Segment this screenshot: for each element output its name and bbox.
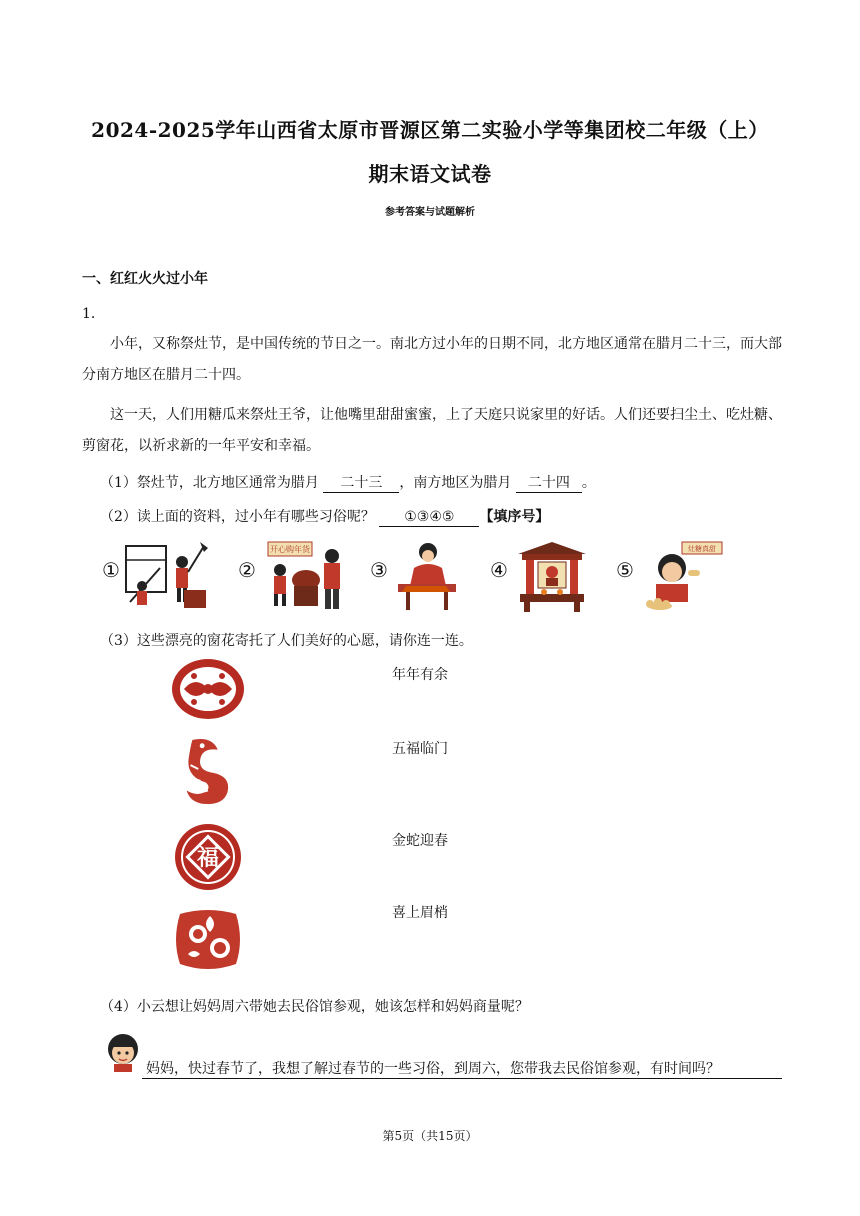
- exam-title-line1: 2024-2025学年山西省太原市晋源区第二实验小学等集团校二年级（上）: [91, 118, 769, 142]
- eating-candy-icon: [638, 540, 724, 612]
- passage-paragraph-2: 这一天，人们用糖瓜来祭灶王爷，让他嘴里甜甜蜜蜜，上了天庭只说家里的好话。人们还要扫尘土、吃灶糖、剪窗花，以祈求新的一年平安和幸福。: [82, 407, 782, 454]
- picture-number-1: ①: [102, 558, 120, 582]
- passage-paragraph-1: 小年，又称祭灶节，是中国传统的节日之一。南北方过小年的日期不同，北方地区通常在腊月二十三，而大部分南方地区在腊月二十四。: [82, 336, 782, 383]
- wish-label-4: 喜上眉梢: [392, 905, 448, 921]
- answer-blank-3: ①③④⑤: [379, 509, 479, 527]
- picture-number-2: ②: [238, 558, 256, 582]
- wish-label-1: 年年有余: [392, 667, 448, 683]
- section-heading: 一、红红火火过小年: [82, 271, 208, 287]
- picture-5-sign: 灶糖真甜: [688, 545, 716, 553]
- subquestion-3: （3）这些漂亮的窗花寄托了人们美好的心愿，请你连一连。: [100, 633, 473, 649]
- subquestion-2: （2）读上面的资料，过小年有哪些习俗呢？ ①③④⑤ 【填序号】: [100, 509, 550, 525]
- picture-number-4: ④: [490, 558, 508, 582]
- wish-label-3: 金蛇迎春: [392, 833, 448, 849]
- fu-papercut-icon: [170, 822, 246, 892]
- picture-number-5: ⑤: [616, 558, 634, 582]
- fish-papercut-icon: [170, 654, 246, 724]
- dialogue-answer: [100, 1032, 790, 1080]
- wish-label-2: 五福临门: [392, 741, 448, 757]
- picture-2-sign: 开心购年货: [270, 545, 310, 554]
- answer-key-subtitle: 参考答案与试题解析: [385, 207, 475, 218]
- custom-pictures-row: [100, 540, 740, 614]
- answer-blank-2: 二十四: [516, 475, 582, 493]
- sweeping-dust-icon: [124, 540, 212, 612]
- answer-line-4: 妈妈，快过春节了，我想了解过春节的一些习俗，到周六，您带我去民俗馆参观，有时间吗？: [142, 1060, 782, 1079]
- question-number: 1．: [82, 306, 105, 322]
- making-food-icon: [260, 540, 356, 612]
- answer-blank-1: 二十三: [323, 475, 399, 493]
- subquestion-4: （4）小云想让妈妈周六带她去民俗馆参观，她该怎样和妈妈商量呢？: [100, 999, 529, 1015]
- page-footer: 第5页（共15页）: [382, 1129, 478, 1143]
- magpie-papercut-icon: [170, 904, 246, 974]
- exam-title-line2: 期末语文试卷: [368, 162, 492, 186]
- subquestion-1: （1）祭灶节，北方地区通常为腊月 二十三 ，南方地区为腊月 二十四 。: [100, 475, 596, 491]
- snake-papercut-icon: [170, 736, 246, 806]
- picture-number-3: ③: [370, 558, 388, 582]
- fu-character: 福: [196, 845, 220, 871]
- girl-avatar-icon: [104, 1032, 142, 1072]
- kitchen-god-icon: [512, 540, 592, 612]
- paper-cutting-icon: [392, 540, 462, 612]
